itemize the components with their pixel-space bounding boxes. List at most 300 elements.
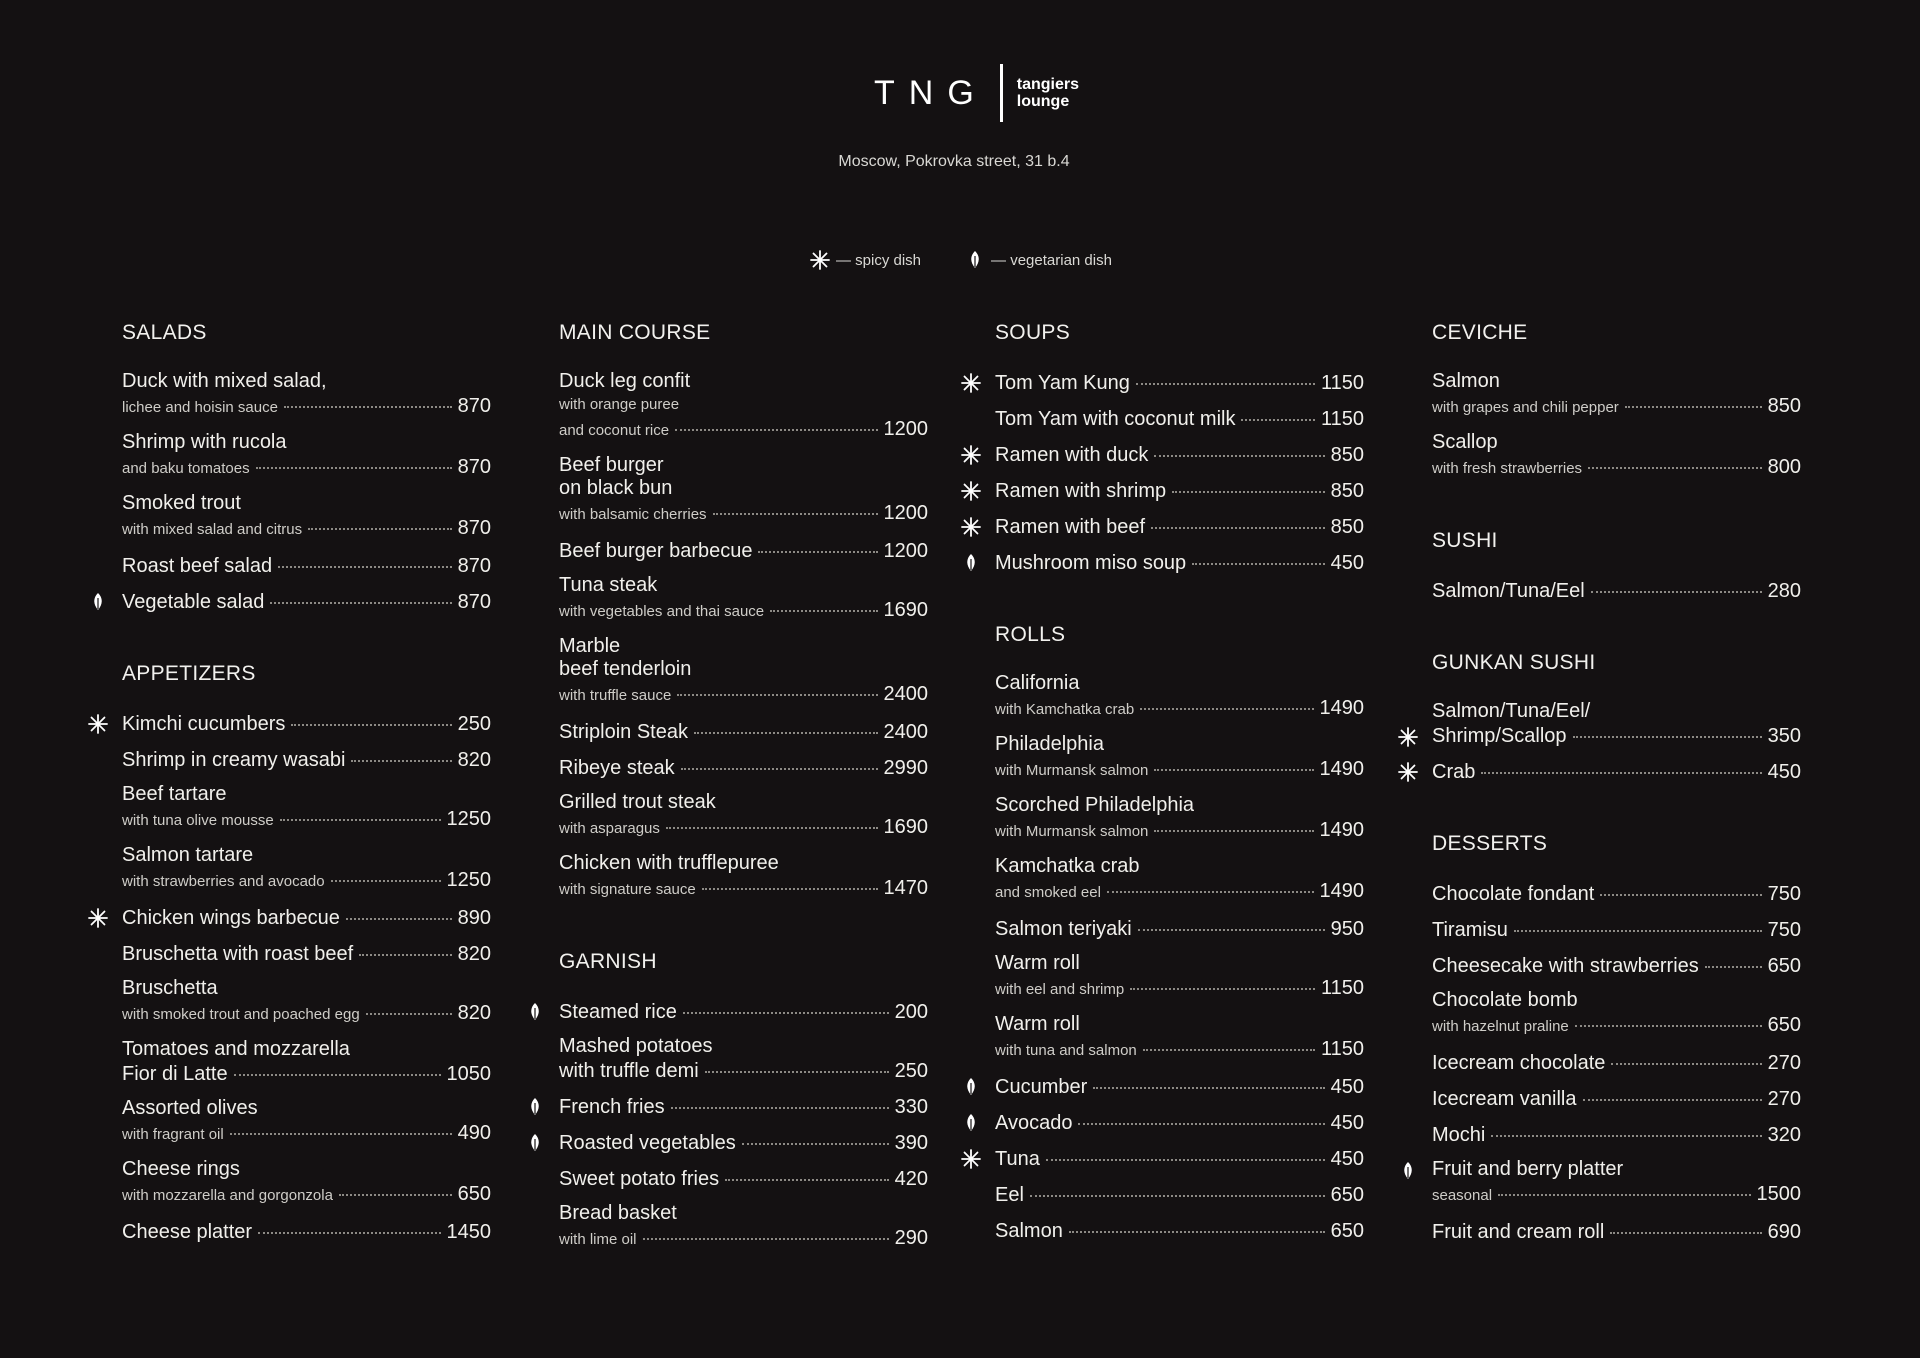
dotted-leader — [1625, 405, 1762, 408]
menu-column-4 — [1432, 318, 1801, 1289]
item-price: 450 — [1767, 761, 1801, 783]
menu-item — [122, 553, 491, 579]
menu-item — [122, 905, 491, 931]
dotted-leader — [1138, 928, 1325, 931]
menu-item — [559, 1130, 928, 1156]
item-price-row — [995, 695, 1364, 723]
dotted-leader — [366, 1012, 452, 1015]
leaf-icon — [961, 553, 981, 573]
item-price: 2400 — [883, 683, 928, 705]
item-price-row — [122, 393, 491, 421]
item-name: Kamchatka crab — [995, 855, 1140, 877]
menu-section — [559, 318, 928, 903]
item-price-row — [122, 515, 491, 543]
item-name: Fior di Latte — [122, 1063, 228, 1085]
item-name: Salmon — [1432, 370, 1500, 392]
item-price: 650 — [1330, 1184, 1364, 1206]
section-title: ROLLS — [995, 623, 1066, 646]
item-price-row — [559, 1094, 928, 1120]
menu-item — [122, 1158, 491, 1209]
item-name: Ramen with beef — [995, 516, 1146, 538]
menu-item — [122, 711, 491, 737]
item-description: with tuna and salmon — [995, 1042, 1137, 1059]
item-name: Roasted vegetables — [559, 1132, 736, 1154]
menu-item — [122, 589, 491, 615]
menu-item — [1432, 431, 1801, 482]
item-price: 450 — [1330, 1112, 1364, 1134]
dotted-leader — [1136, 382, 1315, 385]
spicy-icon — [810, 250, 830, 270]
item-price-row — [995, 1074, 1364, 1100]
restaurant-address: Moscow, Pokrovka street, 31 b.4 — [838, 153, 1070, 170]
item-price-row — [1432, 723, 1801, 749]
item-price: 690 — [1767, 1221, 1801, 1243]
spicy-icon — [961, 481, 981, 501]
dotted-leader — [1611, 1062, 1761, 1065]
item-price: 1690 — [883, 599, 928, 621]
item-price: 320 — [1767, 1124, 1801, 1146]
dotted-leader — [742, 1142, 889, 1145]
item-price: 820 — [457, 943, 491, 965]
item-name: French fries — [559, 1096, 665, 1118]
item-price-row — [995, 916, 1364, 942]
item-name: Scallop — [1432, 431, 1498, 453]
leaf-icon — [525, 1133, 545, 1153]
item-price: 1500 — [1756, 1183, 1801, 1205]
item-name: Sweet potato fries — [559, 1168, 720, 1190]
item-description: and smoked eel — [995, 884, 1101, 901]
dotted-leader — [1069, 1230, 1325, 1233]
spicy-icon — [961, 445, 981, 465]
item-price: 850 — [1767, 395, 1801, 417]
item-name: Philadelphia — [995, 733, 1104, 755]
item-name: Salmon tartare — [122, 844, 254, 866]
item-name: Shrimp in creamy wasabi — [122, 749, 346, 771]
item-price-row — [995, 756, 1364, 784]
menu-item — [995, 1013, 1364, 1064]
item-price-row — [559, 875, 928, 903]
menu-item — [1432, 881, 1801, 907]
menu-item — [1432, 1158, 1801, 1209]
item-price: 350 — [1767, 725, 1801, 747]
dotted-leader — [1498, 1193, 1750, 1196]
item-description: with fragrant oil — [122, 1126, 224, 1143]
dotted-leader — [1151, 526, 1325, 529]
item-price-row — [559, 1166, 928, 1192]
menu-item — [995, 916, 1364, 942]
item-price: 1200 — [883, 418, 928, 440]
logo-mark: TNG — [874, 73, 988, 112]
item-name: Vegetable salad — [122, 591, 265, 613]
menu-item — [995, 1146, 1364, 1172]
item-price: 1150 — [1320, 1038, 1364, 1060]
item-name: Shrimp with rucola — [122, 431, 287, 453]
menu-item — [122, 747, 491, 773]
item-price-row — [1432, 454, 1801, 482]
spicy-icon — [88, 908, 108, 928]
item-name: Tomatoes and mozzarella — [122, 1038, 350, 1060]
item-name: Cucumber — [995, 1076, 1088, 1098]
item-description: lichee and hoisin sauce — [122, 399, 278, 416]
item-price-row — [559, 1058, 928, 1084]
item-name: Shrimp/Scallop — [1432, 725, 1567, 747]
item-price: 870 — [457, 591, 491, 613]
item-price: 950 — [1330, 918, 1364, 940]
item-description: with grapes and chili pepper — [1432, 399, 1619, 416]
leaf-icon — [88, 592, 108, 612]
item-price-row — [559, 719, 928, 745]
item-price-row — [122, 1000, 491, 1028]
item-price: 820 — [457, 749, 491, 771]
section-title: CEVICHE — [1432, 321, 1528, 344]
item-price: 490 — [457, 1122, 491, 1144]
item-name: Warm roll — [995, 952, 1080, 974]
item-price: 820 — [457, 1002, 491, 1024]
menu-column-2 — [559, 318, 928, 1297]
leaf-icon — [1398, 1161, 1418, 1181]
item-price: 280 — [1767, 580, 1801, 602]
item-price: 1490 — [1319, 758, 1364, 780]
item-name: Icecream chocolate — [1432, 1052, 1606, 1074]
menu-item — [559, 574, 928, 625]
dotted-leader — [666, 826, 878, 829]
item-description: seasonal — [1432, 1187, 1493, 1204]
item-name: Beef burger — [559, 454, 664, 476]
menu-item — [559, 538, 928, 564]
menu-item — [1432, 917, 1801, 943]
item-description: with lime oil — [559, 1231, 637, 1248]
dotted-leader — [230, 1132, 452, 1135]
item-price-row — [995, 1110, 1364, 1136]
menu-item — [1432, 953, 1801, 979]
menu-item — [995, 855, 1364, 906]
item-price-row — [1432, 1219, 1801, 1245]
item-price-row — [122, 1061, 491, 1087]
item-price-row — [995, 442, 1364, 468]
dotted-leader — [1143, 1048, 1315, 1051]
item-price: 870 — [457, 456, 491, 478]
item-price: 1490 — [1319, 880, 1364, 902]
menu-item — [995, 370, 1364, 396]
item-description: with balsamic cherries — [559, 506, 707, 523]
item-description: with smoked trout and poached egg — [122, 1006, 360, 1023]
item-price: 650 — [1330, 1220, 1364, 1242]
menu-item — [995, 1110, 1364, 1136]
section-title: SALADS — [122, 321, 207, 344]
item-name: Cheesecake with strawberries — [1432, 955, 1699, 977]
item-name: Eel — [995, 1184, 1024, 1206]
item-name: Ramen with duck — [995, 444, 1149, 466]
dotted-leader — [1130, 987, 1315, 990]
item-name: with truffle demi — [559, 1060, 699, 1082]
dotted-leader — [339, 1193, 452, 1196]
item-name: Beef tartare — [122, 783, 227, 805]
menu-item — [995, 514, 1364, 540]
item-price-row — [1432, 917, 1801, 943]
item-price: 850 — [1330, 516, 1364, 538]
item-price: 200 — [894, 1001, 928, 1023]
item-name: Roast beef salad — [122, 555, 273, 577]
item-price-row — [122, 806, 491, 834]
menu-item — [1432, 1219, 1801, 1245]
menu-item — [559, 1094, 928, 1120]
dotted-leader — [284, 405, 452, 408]
item-price-row — [1432, 1181, 1801, 1209]
item-price-row — [559, 538, 928, 564]
legend — [810, 250, 1156, 270]
section-title: MAIN COURSE — [559, 321, 711, 344]
menu-item — [122, 783, 491, 834]
dotted-leader — [1241, 418, 1315, 421]
item-name: Bruschetta with roast beef — [122, 943, 354, 965]
item-price-row — [995, 550, 1364, 576]
dotted-leader — [1481, 771, 1761, 774]
item-price: 390 — [894, 1132, 928, 1154]
dotted-leader — [351, 759, 451, 762]
dotted-leader — [671, 1106, 889, 1109]
item-price-row — [995, 370, 1364, 396]
menu-section — [995, 620, 1364, 1244]
item-description: with fresh strawberries — [1432, 460, 1583, 477]
item-price-row — [1432, 393, 1801, 421]
item-price-row — [559, 681, 928, 709]
item-price: 420 — [894, 1168, 928, 1190]
item-name: Bruschetta — [122, 977, 218, 999]
item-price-row — [122, 867, 491, 895]
logo-subtitle — [1017, 76, 1079, 110]
menu-item — [1432, 989, 1801, 1040]
menu-column-1 — [122, 318, 491, 1289]
item-description: with Kamchatka crab — [995, 701, 1135, 718]
item-price-row — [995, 406, 1364, 432]
item-price: 290 — [894, 1227, 928, 1249]
item-price: 270 — [1767, 1052, 1801, 1074]
spicy-icon — [88, 714, 108, 734]
menu-item — [1432, 700, 1801, 749]
item-price-row — [995, 478, 1364, 504]
dotted-leader — [234, 1073, 441, 1076]
dotted-leader — [1154, 768, 1313, 771]
menu-item — [559, 635, 928, 709]
spicy-icon — [1398, 762, 1418, 782]
item-price-row — [995, 514, 1364, 540]
logo-line-1: tangiers — [1016, 76, 1080, 93]
dotted-leader — [725, 1178, 889, 1181]
item-name: Tuna steak — [559, 574, 658, 596]
item-price: 1200 — [883, 502, 928, 524]
menu-item — [122, 370, 491, 421]
menu-item — [122, 844, 491, 895]
spicy-icon — [961, 1149, 981, 1169]
dotted-leader — [331, 879, 441, 882]
legend-spicy — [810, 250, 921, 270]
menu-item — [1432, 1086, 1801, 1112]
item-name: Avocado — [995, 1112, 1073, 1134]
dotted-leader — [713, 512, 878, 515]
menu-item — [995, 794, 1364, 845]
item-price: 1150 — [1320, 408, 1364, 430]
dotted-leader — [1030, 1194, 1325, 1197]
section-title: GUNKAN SUSHI — [1432, 651, 1596, 674]
item-description: with Murmansk salmon — [995, 762, 1149, 779]
dotted-leader — [278, 565, 452, 568]
item-price-row — [995, 878, 1364, 906]
item-price: 890 — [457, 907, 491, 929]
menu-section — [122, 659, 491, 1245]
item-price: 800 — [1767, 456, 1801, 478]
item-price-row — [122, 1181, 491, 1209]
item-name: Mashed potatoes — [559, 1035, 713, 1057]
item-price-row — [1432, 1122, 1801, 1148]
section-title: DESSERTS — [1432, 832, 1548, 855]
menu-item — [559, 719, 928, 745]
item-price: 1250 — [446, 808, 491, 830]
spicy-icon — [961, 373, 981, 393]
dotted-leader — [705, 1070, 889, 1073]
menu-item — [559, 1202, 928, 1253]
menu-item — [122, 1219, 491, 1245]
item-price: 450 — [1330, 1076, 1364, 1098]
item-name: Tuna — [995, 1148, 1040, 1170]
item-price: 1450 — [446, 1221, 491, 1243]
item-price: 450 — [1330, 1148, 1364, 1170]
menu-section — [1432, 526, 1801, 604]
dotted-leader — [1583, 1098, 1762, 1101]
logo-line-2: lounge — [1016, 93, 1070, 110]
menu-item — [1432, 578, 1801, 604]
item-price: 2400 — [883, 721, 928, 743]
dotted-leader — [1588, 466, 1762, 469]
menu-item — [559, 454, 928, 528]
item-description: with asparagus — [559, 820, 660, 837]
item-description: with hazelnut praline — [1432, 1018, 1569, 1035]
dotted-leader — [770, 609, 877, 612]
item-price: 870 — [457, 395, 491, 417]
item-price-row — [559, 755, 928, 781]
spicy-icon — [1398, 727, 1418, 747]
menu-section — [1432, 829, 1801, 1245]
item-description: with tuna olive mousse — [122, 812, 274, 829]
item-name: Smoked trout — [122, 492, 241, 514]
dotted-leader — [270, 601, 451, 604]
spicy-icon — [961, 517, 981, 537]
item-name: Cheese platter — [122, 1221, 253, 1243]
item-price: 750 — [1767, 883, 1801, 905]
dotted-leader — [346, 917, 452, 920]
dotted-leader — [1610, 1231, 1761, 1234]
item-price: 250 — [894, 1060, 928, 1082]
item-name: Chicken with trufflepuree — [559, 852, 779, 874]
dotted-leader — [694, 731, 878, 734]
item-price: 250 — [457, 713, 491, 735]
dotted-leader — [258, 1231, 440, 1234]
item-price-row — [1432, 759, 1801, 785]
item-name: Fruit and berry platter — [1432, 1158, 1624, 1180]
dotted-leader — [681, 767, 878, 770]
section-title: SOUPS — [995, 321, 1071, 344]
item-name: Salmon/Tuna/Eel/ — [1432, 700, 1591, 722]
menu-item — [122, 1038, 491, 1087]
item-price-row — [122, 747, 491, 773]
item-price: 850 — [1330, 444, 1364, 466]
item-name: Tiramisu — [1432, 919, 1508, 941]
item-name: Bread basket — [559, 1202, 677, 1224]
legend-vegetarian — [965, 250, 1112, 270]
menu-item — [995, 442, 1364, 468]
dotted-leader — [1154, 454, 1324, 457]
dotted-leader — [1093, 1086, 1324, 1089]
item-price-row — [559, 1225, 928, 1253]
item-name: Marble — [559, 635, 621, 657]
item-price-row — [1432, 881, 1801, 907]
item-price-row — [122, 905, 491, 931]
item-name: Warm roll — [995, 1013, 1080, 1035]
item-price-row — [1432, 1012, 1801, 1040]
item-description: and baku tomatoes — [122, 460, 250, 477]
item-name: Chocolate fondant — [1432, 883, 1595, 905]
item-description: with mixed salad and citrus — [122, 521, 303, 538]
dotted-leader — [1591, 590, 1762, 593]
leaf-icon — [965, 250, 985, 270]
item-name: Assorted olives — [122, 1097, 258, 1119]
item-price-row — [559, 597, 928, 625]
item-price: 1250 — [446, 869, 491, 891]
item-price-row — [995, 1146, 1364, 1172]
item-price-row — [995, 1182, 1364, 1208]
item-name: Grilled trout steak — [559, 791, 716, 813]
menu-item — [995, 1218, 1364, 1244]
item-price: 870 — [457, 555, 491, 577]
item-price: 650 — [1767, 955, 1801, 977]
item-price: 330 — [894, 1096, 928, 1118]
menu-section — [559, 947, 928, 1253]
item-description: with orange puree — [559, 396, 680, 413]
menu-item — [122, 941, 491, 967]
menu-section — [122, 318, 491, 615]
item-name: Icecream vanilla — [1432, 1088, 1577, 1110]
item-name: California — [995, 672, 1080, 694]
item-price-row — [1432, 1086, 1801, 1112]
item-price: 850 — [1330, 480, 1364, 502]
item-price: 1150 — [1320, 372, 1364, 394]
item-description: and coconut rice — [559, 422, 670, 439]
menu-item — [122, 492, 491, 543]
dotted-leader — [677, 693, 877, 696]
dotted-leader — [675, 428, 877, 431]
item-price: 1690 — [883, 816, 928, 838]
item-price: 1490 — [1319, 819, 1364, 841]
item-price-row — [1432, 953, 1801, 979]
legend-vegetarian-label: — vegetarian dish — [991, 251, 1112, 269]
item-price-row — [122, 711, 491, 737]
item-price: 650 — [1767, 1014, 1801, 1036]
dotted-leader — [256, 466, 452, 469]
item-name: Chocolate bomb — [1432, 989, 1578, 1011]
menu-section — [1432, 648, 1801, 785]
item-name: Duck with mixed salad, — [122, 370, 327, 392]
dotted-leader — [758, 550, 877, 553]
item-price-row — [559, 416, 928, 444]
dotted-leader — [1046, 1158, 1325, 1161]
dotted-leader — [280, 818, 441, 821]
item-price-row — [122, 454, 491, 482]
menu-item — [559, 791, 928, 842]
dotted-leader — [1575, 1024, 1762, 1027]
item-price: 1490 — [1319, 697, 1364, 719]
item-price: 270 — [1767, 1088, 1801, 1110]
menu-item — [122, 977, 491, 1028]
menu-column-3 — [995, 318, 1364, 1288]
